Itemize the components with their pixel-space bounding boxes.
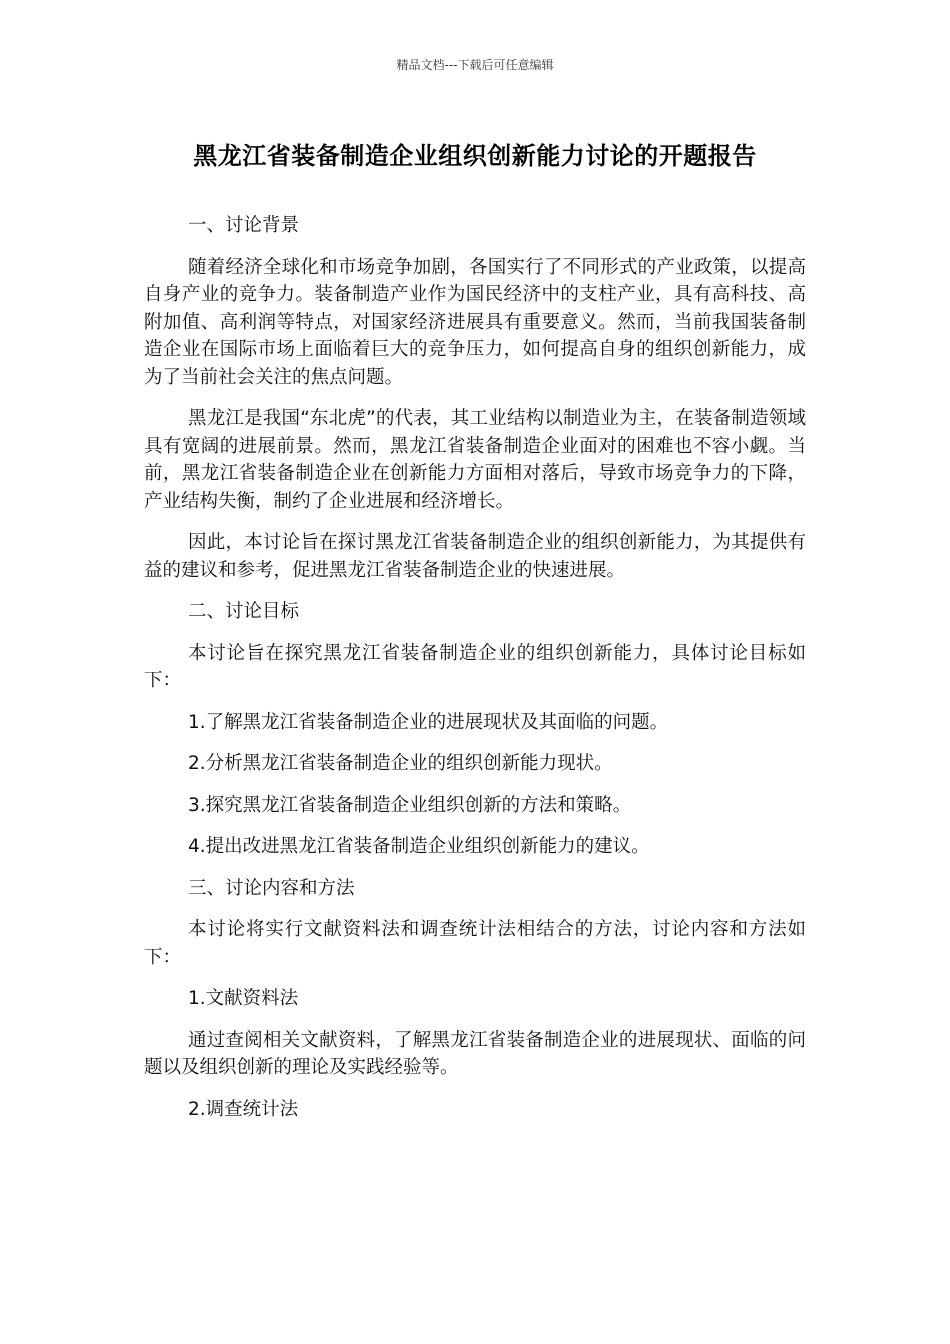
- objective-item-1: 1.了解黑龙江省装备制造企业的进展现状及其面临的问题。: [188, 711, 669, 733]
- method-1-title: 1.文献资料法: [188, 988, 299, 1009]
- objective-item-3: 3.探究黑龙江省装备制造企业组织创新的方法和策略。: [188, 794, 632, 816]
- document-title: 黑龙江省装备制造企业组织创新能力讨论的开题报告: [193, 142, 757, 170]
- method-2-title: 2.调查统计法: [188, 1098, 299, 1120]
- methods-intro: 本讨论将实行文献资料法和调查统计法相结合的方法，讨论内容和方法如下：: [144, 919, 806, 968]
- section-heading-methods: 三、讨论内容和方法: [188, 877, 355, 899]
- objective-item-4: 4.提出改进黑龙江省装备制造企业组织创新能力的建议。: [188, 836, 650, 857]
- background-paragraph-2: 黑龙江是我国“东北虎”的代表，其工业结构以制造业为主，在装备制造领域具有宽阔的进展前景。然而，黑龙江省装备制造企业面对的困难也不容小觑。当前，黑龙江省装备制造企业在创新能力方面相对落后，导致市场竞争力的下降，产业结构失衡，制约了企业进展和经济增长。: [144, 408, 806, 512]
- method-1-text: 通过查阅相关文献资料，了解黑龙江省装备制造企业的进展现状、面临的问题以及组织创新的理论及实践经验等。: [144, 1029, 806, 1078]
- document-body: [144, 212, 806, 1137]
- section-heading-objectives: 二、讨论目标: [188, 601, 300, 622]
- objectives-intro: 本讨论旨在探究黑龙江省装备制造企业的组织创新能力，具体讨论目标如下：: [144, 642, 806, 691]
- section-heading-background: 一、讨论背景: [188, 215, 300, 236]
- objective-item-2: 2.分析黑龙江省装备制造企业的组织创新能力现状。: [188, 753, 613, 774]
- background-paragraph-3: 因此，本讨论旨在探讨黑龙江省装备制造企业的组织创新能力，为其提供有益的建议和参考，促进黑龙江省装备制造企业的快速进展。: [144, 532, 806, 581]
- header-note: 精品文档---下载后可任意编辑: [396, 58, 554, 72]
- background-paragraph-1: 随着经济全球化和市场竞争加剧，各国实行了不同形式的产业政策，以提高自身产业的竞争力。装备制造产业作为国民经济中的支柱产业，具有高科技、高附加值、高利润等特点，对国家经济进展具有重要意义。然而，当前我国装备制造企业在国际市场上面临着巨大的竞争压力，如何提高自身的组织创新能力，成为了当前社会关注的焦点问题。: [144, 256, 806, 388]
